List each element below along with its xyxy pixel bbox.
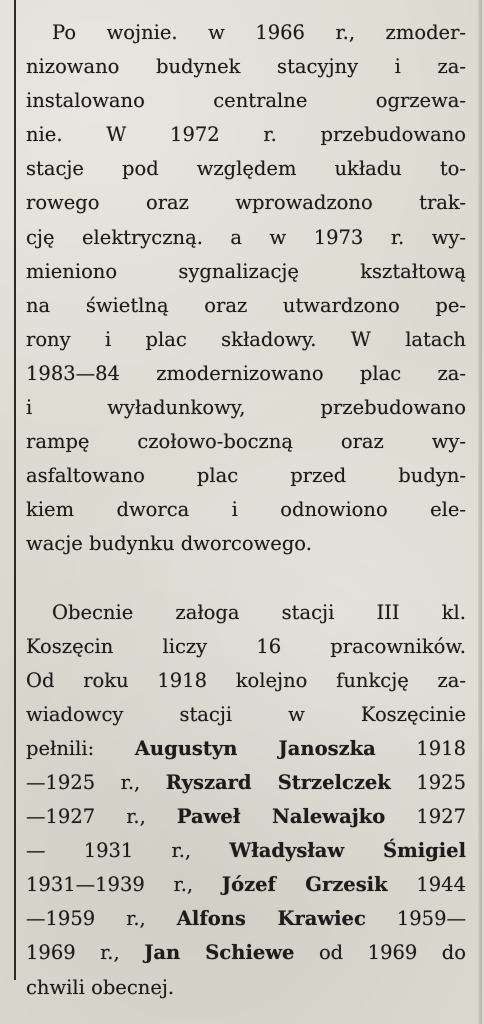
line-text: pełnili: [26, 736, 135, 760]
text-line [26, 936, 466, 970]
line-text: chwili obecnej. [26, 975, 175, 999]
line-text: 1927 [385, 805, 466, 829]
text-line [26, 664, 466, 698]
line-text: od 1969 do [294, 941, 466, 965]
line-text: Obecnie załoga stacji III kl. [52, 600, 466, 624]
text-line: Po wojnie. w 1966 r., zmoder- [52, 21, 466, 44]
line-text: 1959— [365, 907, 466, 931]
text-line: cję elektryczną. a w 1973 r. wy- [26, 225, 466, 249]
paragraph-1 [26, 16, 466, 562]
line-text: —1925 r., [26, 770, 166, 794]
line-text: 1925 [390, 770, 466, 794]
text-line: nizowano budynek stacyjny i za- [26, 55, 466, 79]
line-text: — 1931 r., [26, 839, 230, 863]
line-text: Od roku 1918 kolejno funkcję za- [26, 668, 466, 692]
text-line [26, 834, 466, 868]
text-line [26, 698, 466, 732]
text-line [26, 971, 466, 1005]
text-line: mieniono sygnalizację kształtową [26, 259, 466, 283]
text-line: i wyładunkowy, przebudowano [26, 396, 466, 420]
text-line: wacje budynku dworcowego. [26, 532, 312, 556]
text-line [26, 766, 466, 800]
person-name: Paweł Nalewajko [176, 805, 386, 829]
text-line [26, 800, 466, 834]
line-text: 1918 [375, 736, 466, 760]
text-line: rowego oraz wprowadzono trak- [26, 191, 466, 215]
text-line: rampę czołowo-boczną oraz wy- [26, 430, 466, 454]
person-name: Alfons Krawiec [176, 907, 366, 931]
paragraph-gap [26, 562, 466, 596]
text-line [26, 630, 466, 664]
person-name: Jan Schiewe [144, 941, 295, 965]
line-text: Koszęcin liczy 16 pracowników. [26, 634, 466, 658]
line-text: —1927 r., [26, 805, 177, 829]
line-text: 1969 r., [26, 941, 145, 965]
text-line [26, 868, 466, 902]
paragraph-2 [26, 596, 466, 1005]
text-line [26, 596, 466, 630]
text-line: stacje pod względem układu to- [26, 157, 466, 181]
person-name: Józef Grzesik [221, 873, 388, 897]
line-text: 1931—1939 r., [26, 873, 222, 897]
text-line: kiem dworca i odnowiono ele- [26, 498, 466, 522]
page-edge [478, 0, 482, 1024]
person-name: Ryszard Strzelczek [165, 770, 391, 794]
text-line: na świetlną oraz utwardzono pe- [26, 293, 466, 317]
article-column [26, 16, 466, 1005]
text-line: asfaltowano plac przed budyn- [26, 464, 466, 488]
text-line: instalowano centralne ogrzewa- [26, 89, 466, 113]
text-line: 1983—84 zmodernizowano plac za- [26, 361, 466, 385]
text-line: nie. W 1972 r. przebudowano [26, 123, 466, 147]
line-text: —1959 r., [26, 907, 177, 931]
person-name: Augustyn Janoszka [134, 736, 376, 760]
line-text: wiadowcy stacji w Koszęcinie [26, 702, 466, 726]
person-name: Władysław Śmigiel [229, 839, 466, 863]
line-text: 1944 [387, 873, 466, 897]
text-line [26, 902, 466, 936]
text-line [26, 732, 466, 766]
text-line: rony i plac składowy. W latach [26, 327, 466, 351]
column-rule [14, 0, 16, 980]
